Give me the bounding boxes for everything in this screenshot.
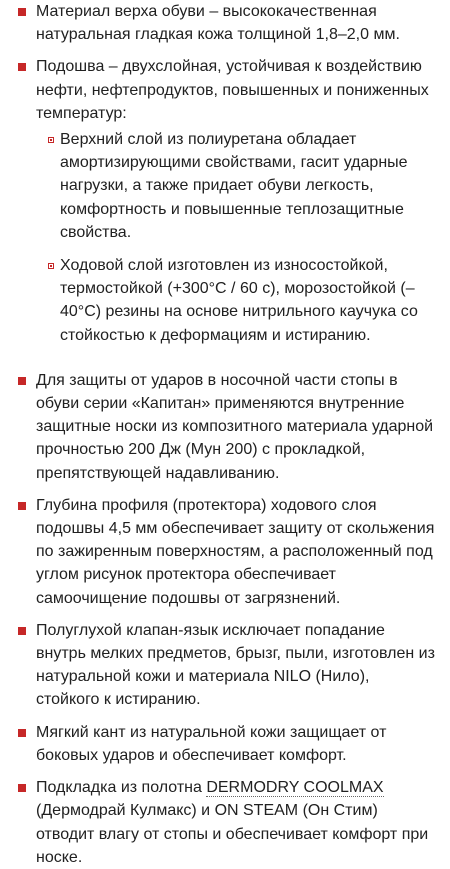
red-square-bullet-icon xyxy=(18,729,26,737)
list-item-sole xyxy=(36,55,436,346)
item-text: Мягкий кант из натуральной кожи защищает от боковых ударов и обеспечивает комфорт. xyxy=(36,723,387,764)
red-square-bullet-icon xyxy=(18,8,26,16)
subitem-text: Верхний слой из полиуретана обладает амортизирующими свойствами, гасит ударные нагрузки, а также придает обуви легкость, комфортность и повышенные теплозащитные свойства. xyxy=(60,131,408,241)
red-square-bullet-icon xyxy=(18,627,26,635)
item-text: Подошва – двухслойная, устойчивая к воздействию нефти, нефтепродуктов, повышенных и пониженных температур: xyxy=(36,58,429,122)
list-item-soft-edge xyxy=(36,721,436,767)
sublist-item-tread-layer xyxy=(60,254,436,347)
sole-sublist xyxy=(36,128,436,347)
item-text: Глубина профиля (протектора) ходового слоя подошвы 4,5 мм обеспечивает защиту от скольжения по зажиренным поверхностям, а расположенный под углом рисунок протектора обеспечивает самоочищение подошвы от загрязнений. xyxy=(36,496,435,607)
list-item-upper-material xyxy=(36,0,436,46)
red-square-bullet-icon xyxy=(18,377,26,385)
item-text-after: (Дермодрай Кулмакс) и ON STEAM (Он Стим) отводит влагу от стопы и обеспечивает комфорт при носке. xyxy=(36,802,429,866)
item-text-before: Подкладка из полотна xyxy=(36,779,207,797)
item-text: Материал верха обуви – высококачественная натуральная гладкая кожа толщиной 1,8–2,0 мм. xyxy=(36,3,400,44)
list-item-tread-depth xyxy=(36,494,436,610)
small-square-bullet-icon xyxy=(48,137,54,143)
dermodry-coolmax-link[interactable]: DERMODRY COOLMAX xyxy=(206,779,384,797)
item-text: Полуглухой клапан-язык исключает попадание внутрь мелких предметов, брызг, пыли, изготовлен из натуральной кожи и материала NILO (Нило), стойкого к истиранию. xyxy=(36,621,435,709)
list-item-lining xyxy=(36,776,436,869)
red-square-bullet-icon xyxy=(18,502,26,510)
subitem-text: Ходовой слой изготовлен из износостойкой, термостойкой (+300°С / 60 с), морозостойкой (–40°С) резины на основе нитрильного каучука со стойкостью к деформациям и истиранию. xyxy=(60,257,418,344)
red-square-bullet-icon xyxy=(18,63,26,71)
small-square-bullet-icon xyxy=(48,263,54,269)
list-item-toe-protection xyxy=(36,369,436,485)
sublist-item-top-layer xyxy=(60,128,436,244)
red-square-bullet-icon xyxy=(18,784,26,792)
item-text: Для защиты от ударов в носочной части стопы в обуви серии «Капитан» применяются внутренние защитные носки из композитного материала ударной прочностью 200 Дж (Мун 200) с прокладкой, препятствующей надавливанию. xyxy=(36,371,434,482)
list-item-tongue xyxy=(36,619,436,712)
